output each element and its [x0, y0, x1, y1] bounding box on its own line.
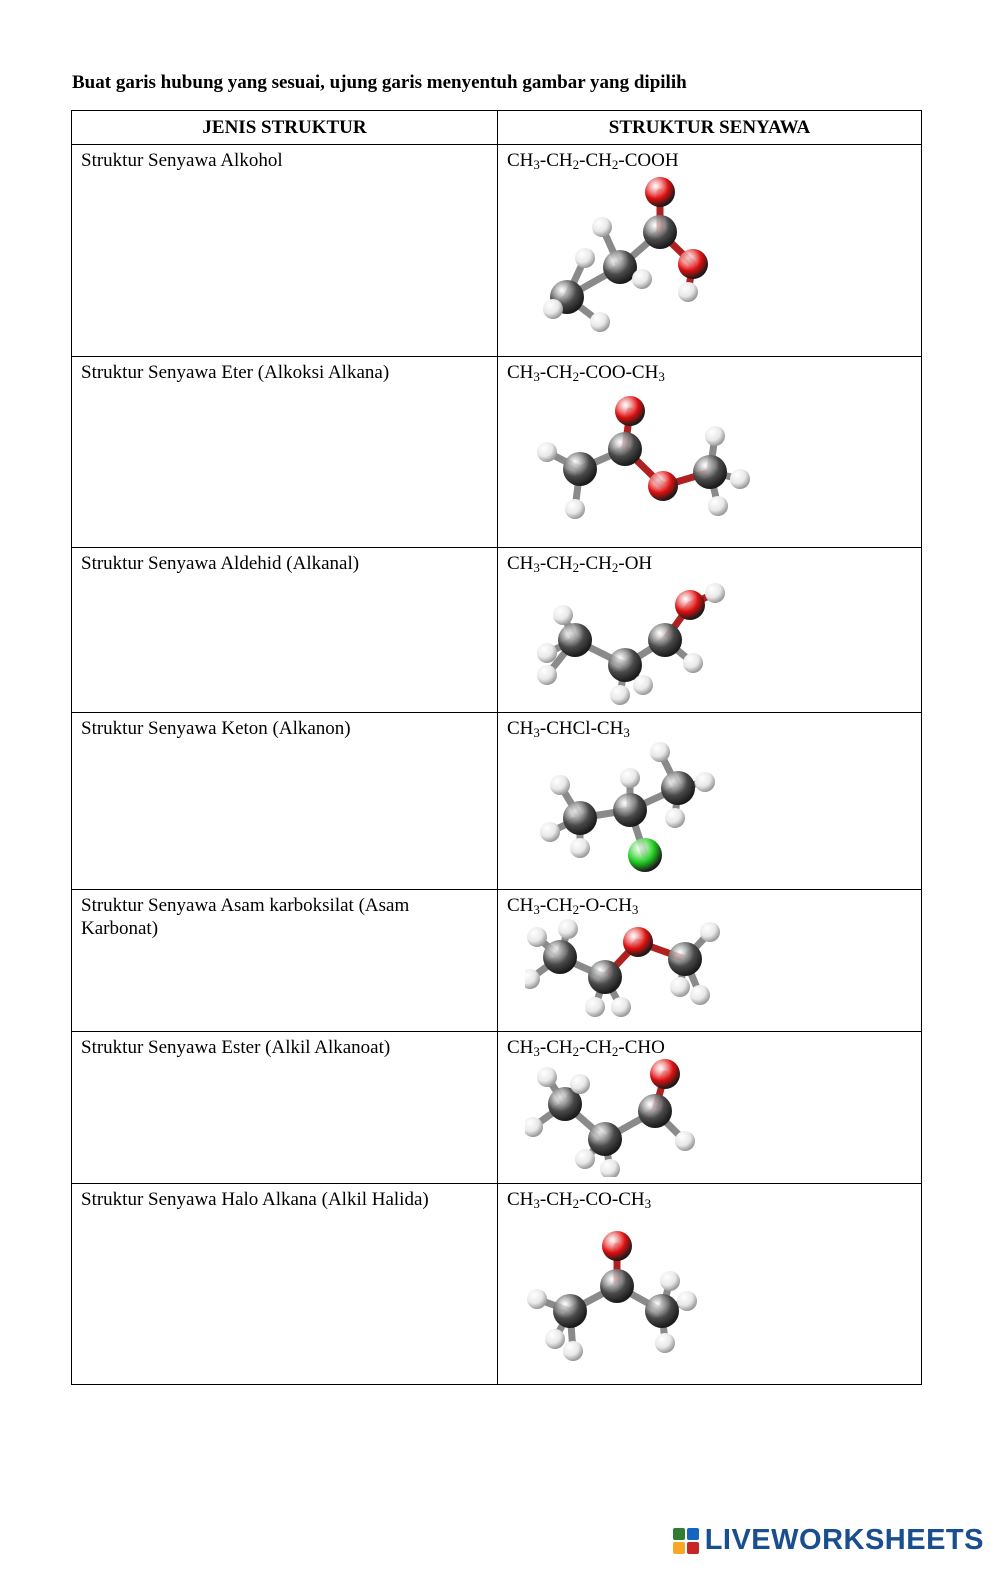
table-row [72, 890, 922, 1032]
structure-type-cell[interactable] [72, 713, 498, 890]
hydrogen-atom [540, 822, 560, 842]
structure-type-label: Struktur Senyawa Keton (Alkanon) [81, 718, 351, 739]
instruction-text: Buat garis hubung yang sesuai, ujung garis menyentuh gambar yang dipilih [72, 72, 687, 93]
propanoic-acid-model[interactable] [525, 172, 785, 342]
hydrogen-atom [543, 299, 563, 319]
structure-type-label: Struktur Senyawa Asam karboksilat (Asam Karbonat) [81, 895, 410, 939]
hydrogen-atom [537, 665, 557, 685]
matching-table [71, 110, 922, 1385]
structure-type-cell[interactable] [72, 1184, 498, 1385]
oxygen-atom [602, 1231, 632, 1261]
hydrogen-atom [590, 312, 610, 332]
carbon-atom [608, 648, 642, 682]
hydrogen-atom [683, 653, 703, 673]
table-row [72, 357, 922, 548]
table-row [72, 1184, 922, 1385]
hydrogen-atom [705, 426, 725, 446]
2-chloropropane-model[interactable] [525, 740, 785, 880]
methyl-propanoate-model[interactable] [525, 384, 785, 534]
carbon-atom [588, 1122, 622, 1156]
hydrogen-atom [660, 1271, 680, 1291]
carbon-atom [588, 960, 622, 994]
butanone-model[interactable] [525, 1211, 785, 1371]
oxygen-atom [615, 396, 645, 426]
hydrogen-atom [675, 1131, 695, 1151]
hydrogen-atom [600, 1159, 620, 1177]
hydrogen-atom [565, 499, 585, 519]
structure-type-label: Struktur Senyawa Aldehid (Alkanal) [81, 553, 360, 574]
carbon-atom [543, 940, 577, 974]
table-row [72, 548, 922, 713]
compound-cell[interactable] [498, 1032, 922, 1184]
hydrogen-atom [550, 775, 570, 795]
logo-text: LIVEWORKSHEETS [704, 1524, 984, 1556]
compound-cell[interactable] [498, 145, 922, 357]
carbon-atom [603, 250, 637, 284]
table-row [72, 1032, 922, 1184]
hydrogen-atom [670, 977, 690, 997]
carbon-atom [563, 452, 597, 486]
butanal-model[interactable] [525, 1059, 785, 1177]
carbon-atom [600, 1269, 634, 1303]
oxygen-atom [650, 1059, 680, 1089]
table-row [72, 713, 922, 890]
carbon-atom [693, 455, 727, 489]
carbon-atom [638, 1094, 672, 1128]
oxygen-atom [648, 471, 678, 501]
hydrogen-atom [677, 1291, 697, 1311]
structure-type-label: Struktur Senyawa Halo Alkana (Alkil Halida) [81, 1189, 429, 1210]
hydrogen-atom [650, 742, 670, 762]
oxygen-atom [623, 927, 653, 957]
compound-cell[interactable] [498, 548, 922, 713]
carbon-atom [563, 801, 597, 835]
structure-type-cell[interactable] [72, 1032, 498, 1184]
compound-cell[interactable] [498, 357, 922, 548]
hydrogen-atom [730, 469, 750, 489]
hydrogen-atom [570, 838, 590, 858]
hydrogen-atom [558, 919, 578, 939]
carbon-atom [648, 623, 682, 657]
hydrogen-atom [708, 496, 728, 516]
hydrogen-atom [705, 583, 725, 603]
carbon-atom [558, 623, 592, 657]
hydrogen-atom [575, 1149, 595, 1169]
hydrogen-atom [700, 922, 720, 942]
hydrogen-atom [695, 772, 715, 792]
oxygen-atom [675, 590, 705, 620]
header-struktur-senyawa: STRUKTUR SENYAWA [498, 111, 922, 145]
header-jenis-struktur: JENIS STRUKTUR [72, 111, 498, 145]
hydrogen-atom [570, 1074, 590, 1094]
carbon-atom [645, 1294, 679, 1328]
methoxyethane-model[interactable] [525, 917, 785, 1025]
compound-formula: $CH_3-CHCl-CH_3$ [507, 718, 630, 740]
structure-type-cell[interactable] [72, 890, 498, 1032]
compound-cell[interactable] [498, 890, 922, 1032]
hydrogen-atom [620, 768, 640, 788]
structure-type-label: Struktur Senyawa Eter (Alkoksi Alkana) [81, 362, 390, 383]
header-row [72, 111, 922, 145]
liveworksheets-logo [673, 1524, 984, 1557]
carbon-atom [553, 1294, 587, 1328]
oxygen-atom [678, 249, 708, 279]
structure-type-cell[interactable] [72, 548, 498, 713]
hydrogen-atom [537, 643, 557, 663]
structure-type-cell[interactable] [72, 357, 498, 548]
propanol-model[interactable] [525, 575, 785, 705]
compound-formula: $CH_3-CH_2-CO-CH_3$ [507, 1189, 652, 1211]
compound-cell[interactable] [498, 713, 922, 890]
compound-formula: $CH_3-CH_2-CH_2-OH$ [507, 553, 653, 575]
table-row [72, 145, 922, 357]
carbon-atom [643, 215, 677, 249]
compound-formula: $CH_3-CH_2-COO-CH_3$ [507, 362, 665, 384]
hydrogen-atom [611, 997, 631, 1017]
hydrogen-atom [527, 1289, 547, 1309]
compound-formula: $CH_3-CH_2-O-CH_3$ [507, 895, 639, 917]
carbon-atom [613, 793, 647, 827]
liveworksheets-logo-icon [673, 1528, 699, 1554]
compound-formula: $CH_3-CH_2-CH_2$-COOH [507, 150, 679, 172]
structure-type-cell[interactable] [72, 145, 498, 357]
hydrogen-atom [592, 217, 612, 237]
hydrogen-atom [527, 927, 547, 947]
compound-cell[interactable] [498, 1184, 922, 1385]
carbon-atom [608, 432, 642, 466]
hydrogen-atom [545, 1329, 565, 1349]
chlorine-atom [628, 838, 662, 872]
carbon-atom [661, 771, 695, 805]
hydrogen-atom [537, 442, 557, 462]
hydrogen-atom [632, 269, 652, 289]
hydrogen-atom [563, 1341, 583, 1361]
oxygen-atom [645, 177, 675, 207]
hydrogen-atom [678, 282, 698, 302]
hydrogen-atom [575, 248, 595, 268]
carbon-atom [668, 942, 702, 976]
hydrogen-atom [585, 997, 605, 1017]
hydrogen-atom [537, 1067, 557, 1087]
hydrogen-atom [633, 675, 653, 695]
hydrogen-atom [655, 1333, 675, 1353]
structure-type-label: Struktur Senyawa Ester (Alkil Alkanoat) [81, 1037, 391, 1058]
compound-formula: $CH_3-CH_2-CH_2$-CHO [507, 1037, 665, 1059]
structure-type-label: Struktur Senyawa Alkohol [81, 150, 283, 171]
hydrogen-atom [690, 985, 710, 1005]
hydrogen-atom [610, 685, 630, 705]
hydrogen-atom [665, 808, 685, 828]
hydrogen-atom [553, 605, 573, 625]
